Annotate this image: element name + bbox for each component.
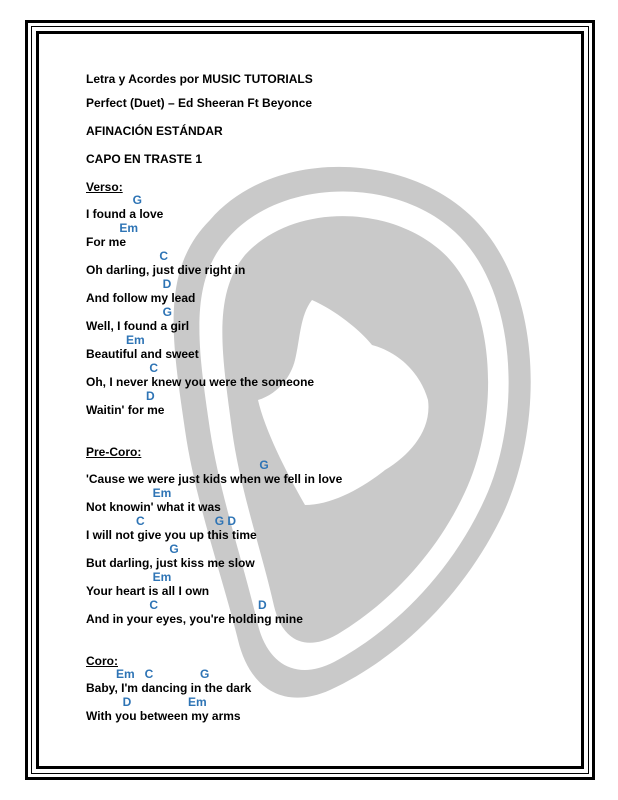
lyric-line: 'Cause we were just kids when we fell in love	[86, 472, 343, 486]
lyric-line: For me	[86, 235, 127, 249]
tuning-line: AFINACIÓN ESTÁNDAR	[86, 124, 223, 138]
lyric-line: Beautiful and sweet	[86, 347, 199, 361]
chord-line: D	[86, 277, 172, 291]
section-heading-chorus: Coro:	[86, 654, 118, 668]
lyric-line: With you between my arms	[86, 709, 241, 723]
chord-line: Em	[86, 221, 139, 235]
chord-line: C G D	[86, 514, 237, 528]
chord-line: G	[86, 542, 179, 556]
lyric-line: And follow my lead	[86, 291, 196, 305]
chord-line: C D	[86, 598, 267, 612]
section-heading-pre-chorus: Pre-Coro:	[86, 445, 142, 459]
chord-line: Em C G	[86, 667, 210, 681]
lyric-line: I will not give you up this time	[86, 528, 257, 542]
capo-line: CAPO EN TRASTE 1	[86, 152, 203, 166]
credit-line: Letra y Acordes por MUSIC TUTORIALS	[86, 72, 313, 86]
lyric-line: Oh darling, just dive right in	[86, 263, 246, 277]
lyric-line: Oh, I never knew you were the someone	[86, 375, 315, 389]
lyric-line: I found a love	[86, 207, 164, 221]
section-heading-verse: Verso:	[86, 180, 123, 194]
chord-line: Em	[86, 570, 172, 584]
chord-line: G	[86, 458, 269, 472]
chord-line: D Em	[86, 695, 207, 709]
lyric-line: Waitin' for me	[86, 403, 165, 417]
chord-line: Em	[86, 486, 172, 500]
chord-line: G	[86, 305, 173, 319]
chord-line: G	[86, 193, 143, 207]
chord-line: C	[86, 249, 169, 263]
lyric-line: Your heart is all I own	[86, 584, 210, 598]
chord-line: D	[86, 389, 155, 403]
song-title: Perfect (Duet) – Ed Sheeran Ft Beyonce	[86, 96, 313, 110]
chord-line: C	[86, 361, 159, 375]
lyric-line: Not knowin' what it was	[86, 500, 221, 514]
chord-line: Em	[86, 333, 145, 347]
lyric-line: Well, I found a girl	[86, 319, 190, 333]
lyric-line: But darling, just kiss me slow	[86, 556, 255, 570]
lyric-line: And in your eyes, you're holding mine	[86, 612, 303, 626]
lyric-line: Baby, I'm dancing in the dark	[86, 681, 252, 695]
